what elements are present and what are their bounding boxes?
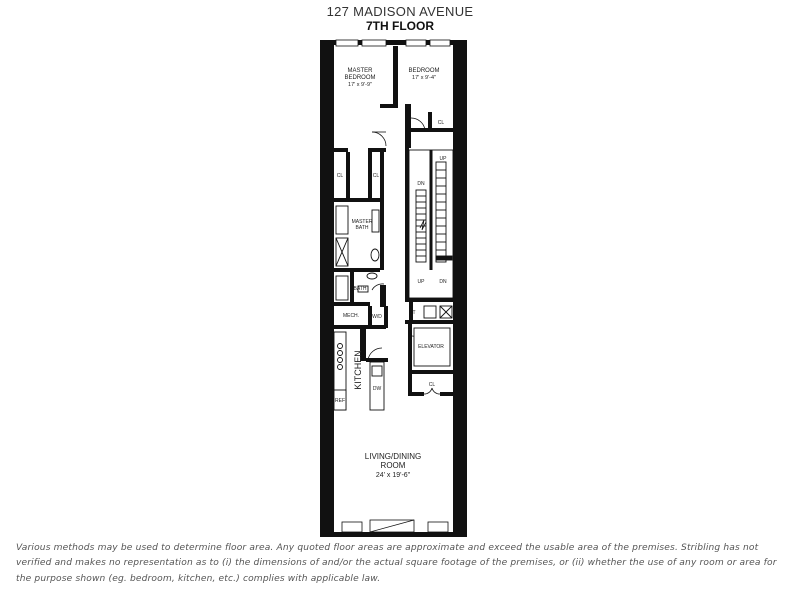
closet-label-bedroom: CL: [437, 120, 445, 126]
kitchen-sink: [372, 366, 382, 376]
trash-label: T: [412, 310, 416, 316]
floor-label: 7TH FLOOR: [366, 19, 434, 33]
bedroom-dims: 17' x 9'-4": [412, 75, 436, 81]
east-wall: [453, 40, 467, 537]
stairs: [409, 150, 453, 298]
living-dining-label: LIVING/DINING: [364, 452, 422, 461]
stair-down-label-2: DN: [439, 279, 447, 285]
stair-up-label-2: UP: [417, 279, 425, 285]
building-address: 127 MADISON AVENUE: [326, 4, 474, 19]
master-sink: [372, 210, 379, 232]
closet-label-master-2: CL: [372, 173, 380, 179]
closet-label-master-1: CL: [336, 173, 344, 179]
elevator-core: [414, 306, 452, 366]
master-bath-label-2: BATH: [355, 225, 369, 231]
south-windows: [342, 520, 448, 532]
closet-label-hall: CL: [428, 382, 436, 388]
bath-tub: [336, 276, 348, 300]
bath-label: BATH: [353, 286, 367, 292]
bedroom-label: BEDROOM: [408, 68, 440, 74]
living-dining-dims: 24' x 19'-6": [375, 472, 411, 479]
mech-label: MECH.: [342, 313, 360, 319]
bath-toilet: [367, 273, 377, 279]
south-wall: [320, 532, 467, 537]
refrigerator-label: REF: [335, 398, 345, 404]
stair-up-label-1: UP: [439, 156, 447, 162]
disclaimer-text: Various methods may be used to determine floor area. Any quoted floor areas are approximate and exceed the usable area of the premises. Stribling has not verified and makes no representation as to (i) the dimensions of and/or the actual square footage of the premises, or (ii) whether the use of any room or area for the purpose shown (eg. bedroom, kitchen, etc.) complies with applicable law.: [16, 543, 777, 584]
dishwasher-label: DW: [372, 386, 382, 392]
master-bath-label: MASTER: [351, 219, 373, 225]
master-toilet: [371, 249, 379, 261]
west-wall: [320, 40, 334, 537]
master-bedroom-label-2: BEDROOM: [344, 75, 376, 81]
living-dining-label-2: ROOM: [380, 461, 406, 470]
master-bedroom-dims: 17' x 9'-9": [348, 82, 372, 88]
elevator-label: ELEVATOR: [418, 344, 444, 350]
master-tub: [336, 206, 348, 234]
master-bedroom-label: MASTER: [347, 68, 373, 74]
stair-down-label-1: DN: [417, 181, 425, 187]
kitchen-label: KITCHEN: [353, 350, 363, 390]
wd-label: W/D: [372, 314, 382, 320]
